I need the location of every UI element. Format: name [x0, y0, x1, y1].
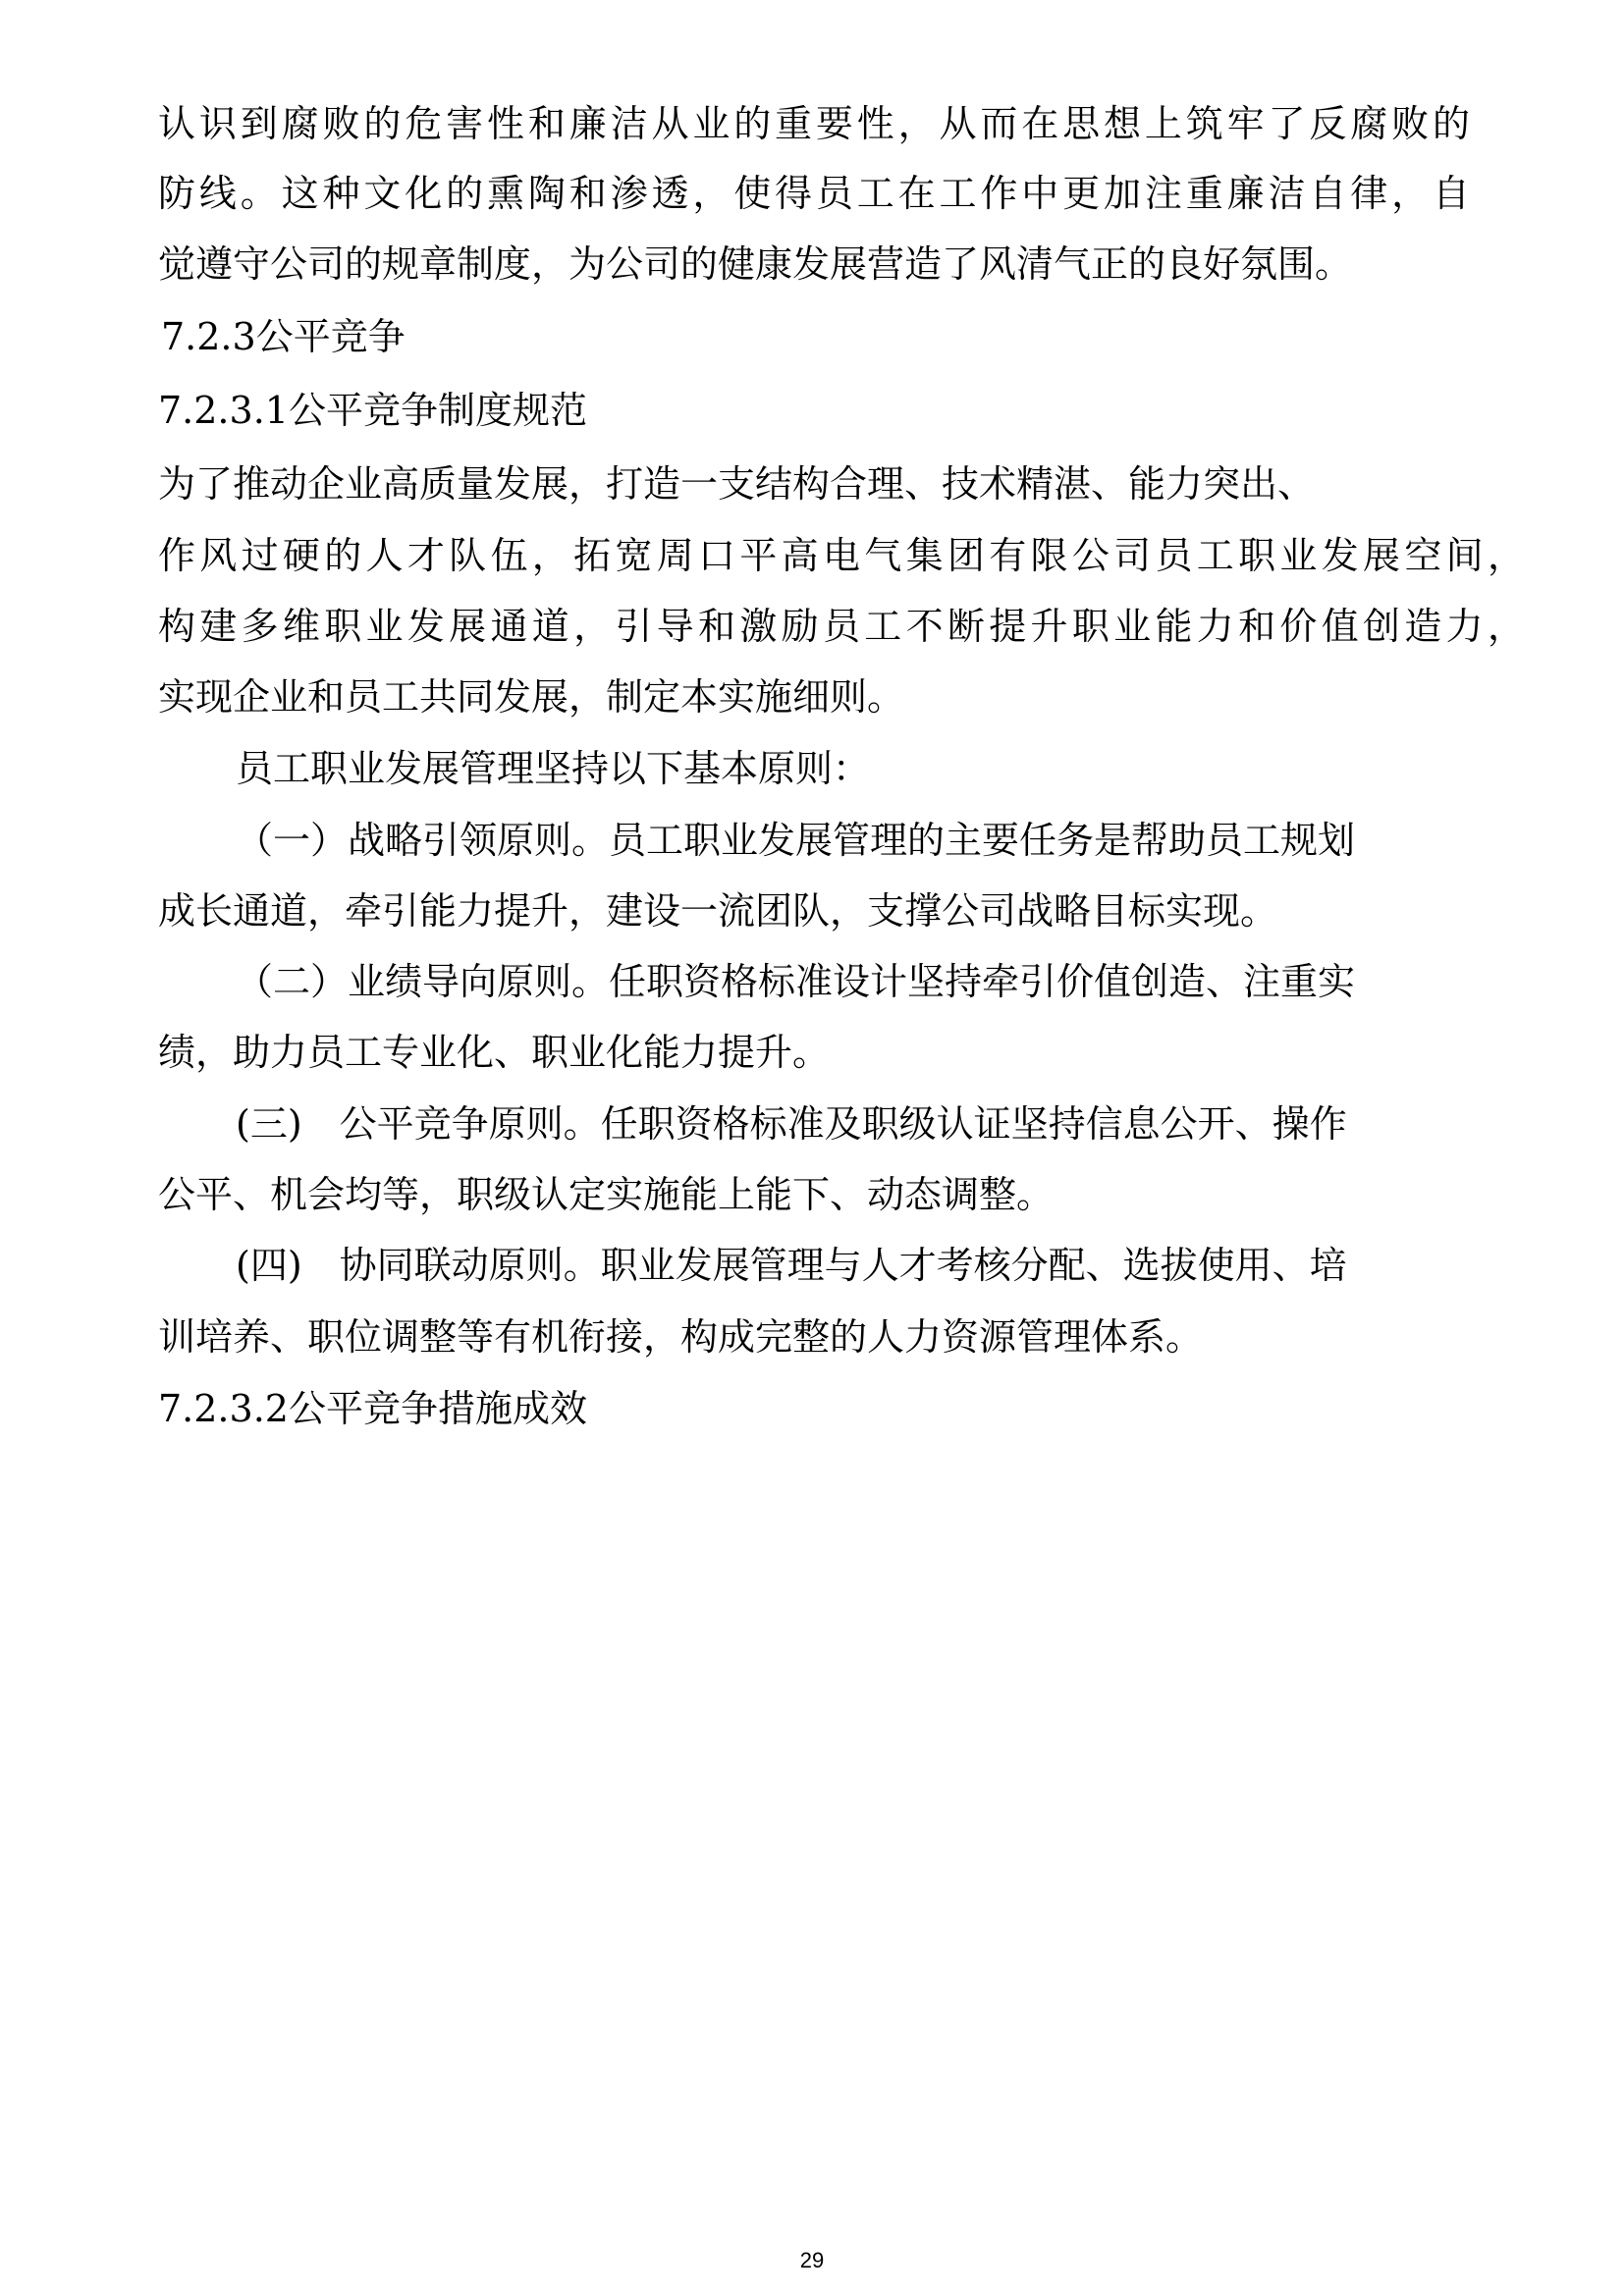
paragraph-line: 训培养、职位调整等有机衔接，构成完整的人力资源管理体系。	[158, 1315, 1204, 1359]
paragraph-line: (三) 公平竞争原则。任职资格标准及职级认证坚持信息公开、操作	[236, 1102, 1347, 1146]
subsection-heading: 7.2.3.2公平竞争措施成效	[158, 1387, 587, 1430]
paragraph-line: 防线。这种文化的熏陶和渗透，使得员工在工作中更加注重廉洁自律，自	[158, 172, 1470, 215]
paragraph-line: 认识到腐败的危害性和廉洁从业的重要性，从而在思想上筑牢了反腐败的	[158, 102, 1470, 145]
paragraph-line: 实现企业和员工共同发展，制定本实施细则。	[158, 675, 905, 719]
paragraph-line: 成长通道，牵引能力提升，建设一流团队，支撑公司战略目标实现。	[158, 889, 1278, 933]
paragraph-line: （一）战略引领原则。员工职业发展管理的主要任务是帮助员工规划	[236, 819, 1356, 862]
paragraph-line: 觉遵守公司的规章制度，为公司的健康发展营造了风清气正的良好氛围。	[158, 242, 1353, 286]
paragraph-line: 构建多维职业发展通道，引导和激励员工不断提升职业能力和价值创造力，	[158, 605, 1525, 648]
section-heading: 7.2.3公平竞争	[161, 315, 406, 358]
paragraph-line: 员工职业发展管理坚持以下基本原则：	[236, 747, 871, 790]
paragraph-line: 公平、机会均等，职级认定实施能上能下、动态调整。	[158, 1173, 1055, 1216]
paragraph-line: (四) 协同联动原则。职业发展管理与人才考核分配、选拔使用、培	[236, 1244, 1347, 1287]
page-number: 29	[799, 2248, 825, 2272]
paragraph-line: （二）业绩导向原则。任职资格标准设计坚持牵引价值创造、注重实	[236, 960, 1356, 1003]
paragraph-line: 为了推动企业高质量发展，打造一支结构合理、技术精湛、能力突出、	[158, 462, 1316, 506]
paragraph-line: 作风过硬的人才队伍，拓宽周口平高电气集团有限公司员工职业发展空间，	[158, 534, 1525, 577]
paragraph-line: 绩，助力员工专业化、职业化能力提升。	[158, 1031, 831, 1074]
subsection-heading: 7.2.3.1公平竞争制度规范	[158, 389, 587, 432]
